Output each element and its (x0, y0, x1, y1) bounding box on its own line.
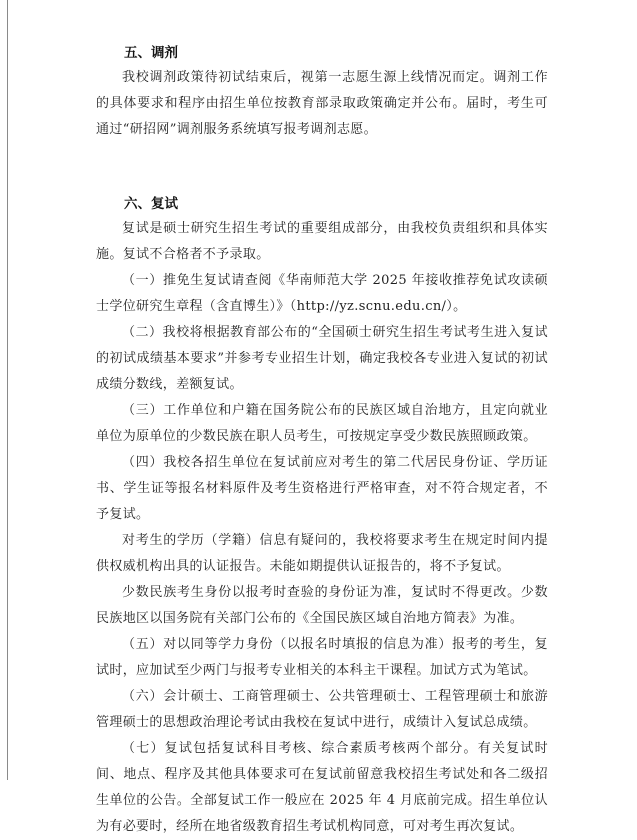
page-edge-divider (7, 0, 8, 780)
paragraph: （三）工作单位和户籍在国务院公布的民族区域自治地方，且定向就业单位为原单位的少数民族在职人员考生，可按规定享受少数民族照顾政策。 (96, 403, 548, 444)
paragraph: （二）我校将根据教育部公布的“全国硕士研究生招生考试考生进入复试的初试成绩基本要求”并参考专业招生计划，确定我校各专业进入复试的初试成绩分数线，差额复试。 (96, 325, 548, 392)
paragraph: （四）我校各招生单位在复试前应对考生的第二代居民身份证、学历证书、学生证等报名材料原件及考生资格进行严格审查，对不符合规定者，不予复试。 (96, 455, 548, 522)
section-heading-adjustment: 五、调剂 (124, 45, 178, 61)
paragraph: 我校调剂政策待初试结束后，视第一志愿生源上线情况而定。调剂工作的具体要求和程序由招生单位按教育部录取政策确定并公布。届时，考生可通过“研招网”调剂服务系统填写报考调剂志愿。 (96, 70, 548, 137)
paragraph: 对考生的学历（学籍）信息有疑问的，我校将要求考生在规定时间内提供权威机构出具的认证报告。未能如期提供认证报告的，将不予复试。 (96, 533, 548, 574)
section-spacer (96, 143, 548, 192)
paragraph: （七）复试包括复试科目考核、综合素质考核两个部分。有关复试时间、地点、程序及其他具体要求可在复试前留意我校招生考试处和各二级招生单位的公告。全部复试工作一般应在 2025 年 4 月底前完成。招生单位认为有必要时，经所在地省级教育招生考试机构同意，可对考生再次复试。 (96, 741, 548, 834)
section-heading-retest: 六、复试 (124, 196, 178, 212)
paragraph: 复试是硕士研究生招生考试的重要组成部分，由我校负责组织和具体实施。复试不合格者不予录取。 (96, 221, 548, 262)
paragraph: （一）推免生复试请查阅《华南师范大学 2025 年接收推荐免试攻读硕士学位研究生章程（含直博生）》（http://yz.scnu.edu.cn/）。 (96, 273, 548, 314)
document-content (96, 41, 548, 840)
paragraph: 少数民族考生身份以报考时查验的身份证为准，复试时不得更改。少数民族地区以国务院有关部门公布的《全国民族区域自治地方简表》为准。 (96, 585, 548, 626)
paragraph: （六）会计硕士、工商管理硕士、公共管理硕士、工程管理硕士和旅游管理硕士的思想政治理论考试由我校在复试中进行，成绩计入复试总成绩。 (96, 689, 548, 730)
paragraph: （五）对以同等学力身份（以报名时填报的信息为准）报考的考生，复试时，应加试至少两门与报考专业相关的本科主干课程。加试方式为笔试。 (96, 637, 548, 678)
